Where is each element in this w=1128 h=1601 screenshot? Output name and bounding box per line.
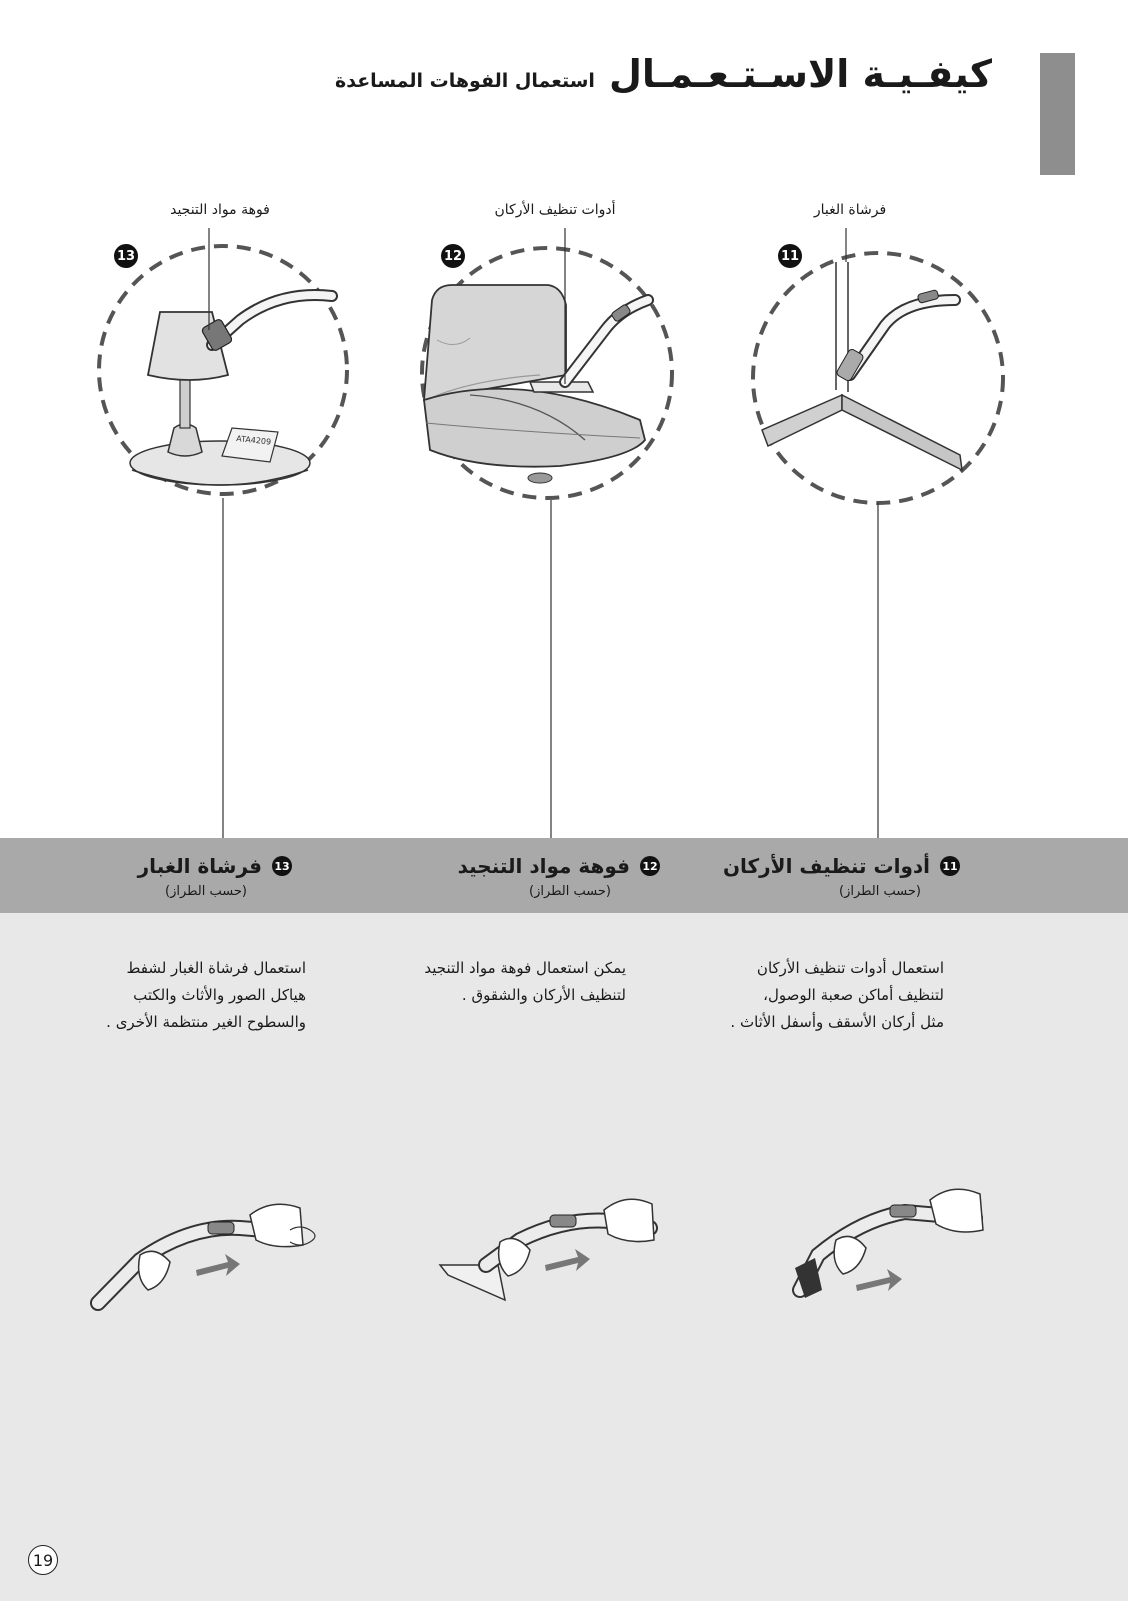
section-title-text: فوهة مواد التنجيد [457, 854, 630, 878]
lamp-illustration [99, 246, 347, 494]
sofa-illustration [422, 248, 672, 498]
section-number-13: 13 [272, 856, 292, 876]
description-line: استعمال أدوات تنظيف الأركان [756, 959, 944, 977]
section-subtitle-dust-brush: (حسب الطراز) [165, 884, 247, 899]
description-upholstery [424, 955, 626, 1009]
hand-dust-brush-illustration [98, 1204, 315, 1303]
figure-number-11: 11 [778, 244, 802, 268]
callout-crevice-tool: أدوات تنظيف الأركان [494, 202, 616, 218]
description-line: لتنظيف الأركان والشقوق . [461, 986, 626, 1004]
section-title-text: أدوات تنظيف الأركان [722, 854, 930, 878]
hand-crevice-illustration [795, 1189, 983, 1298]
section-number-11: 11 [940, 856, 960, 876]
section-title-text: فرشاة الغبار [137, 854, 262, 878]
description-line: استعمال فرشاة الغبار لشفط [126, 959, 306, 977]
callout-dust-brush: فرشاة الغبار [813, 202, 887, 218]
section-title-crevice [723, 854, 960, 878]
section-title-upholstery [458, 854, 660, 878]
hand-upholstery-illustration [440, 1199, 654, 1300]
section-number-12: 12 [640, 856, 660, 876]
figure-number-12: 12 [441, 244, 465, 268]
page-subtitle: استعمال الفوهات المساعدة [335, 70, 595, 92]
description-line: يمكن استعمال فوهة مواد التنجيد [424, 959, 626, 977]
description-line: مثل أركان الأسقف وأسفل الأثاث . [730, 1013, 944, 1031]
callout-upholstery-nozzle: فوهة مواد التنجيد [170, 202, 270, 218]
description-dust-brush [106, 955, 306, 1036]
description-crevice [730, 955, 944, 1036]
section-subtitle-crevice: (حسب الطراز) [839, 884, 921, 899]
description-line: والسطوح الغير منتظمة الأخرى . [106, 1013, 306, 1031]
page-title: كيفـيـة الاسـتـعـمـال [608, 52, 992, 96]
description-line: لتنظيف أماكن صعبة الوصول، [763, 986, 944, 1004]
tag-text: ATA4209 [235, 434, 272, 447]
page-number: 19 [28, 1545, 58, 1575]
section-title-dust-brush [138, 854, 292, 878]
description-line: هياكل الصور والأثاث والكتب [133, 986, 306, 1004]
section-subtitle-upholstery: (حسب الطراز) [529, 884, 611, 899]
figure-number-13: 13 [114, 244, 138, 268]
corner-illustration [753, 253, 1003, 503]
